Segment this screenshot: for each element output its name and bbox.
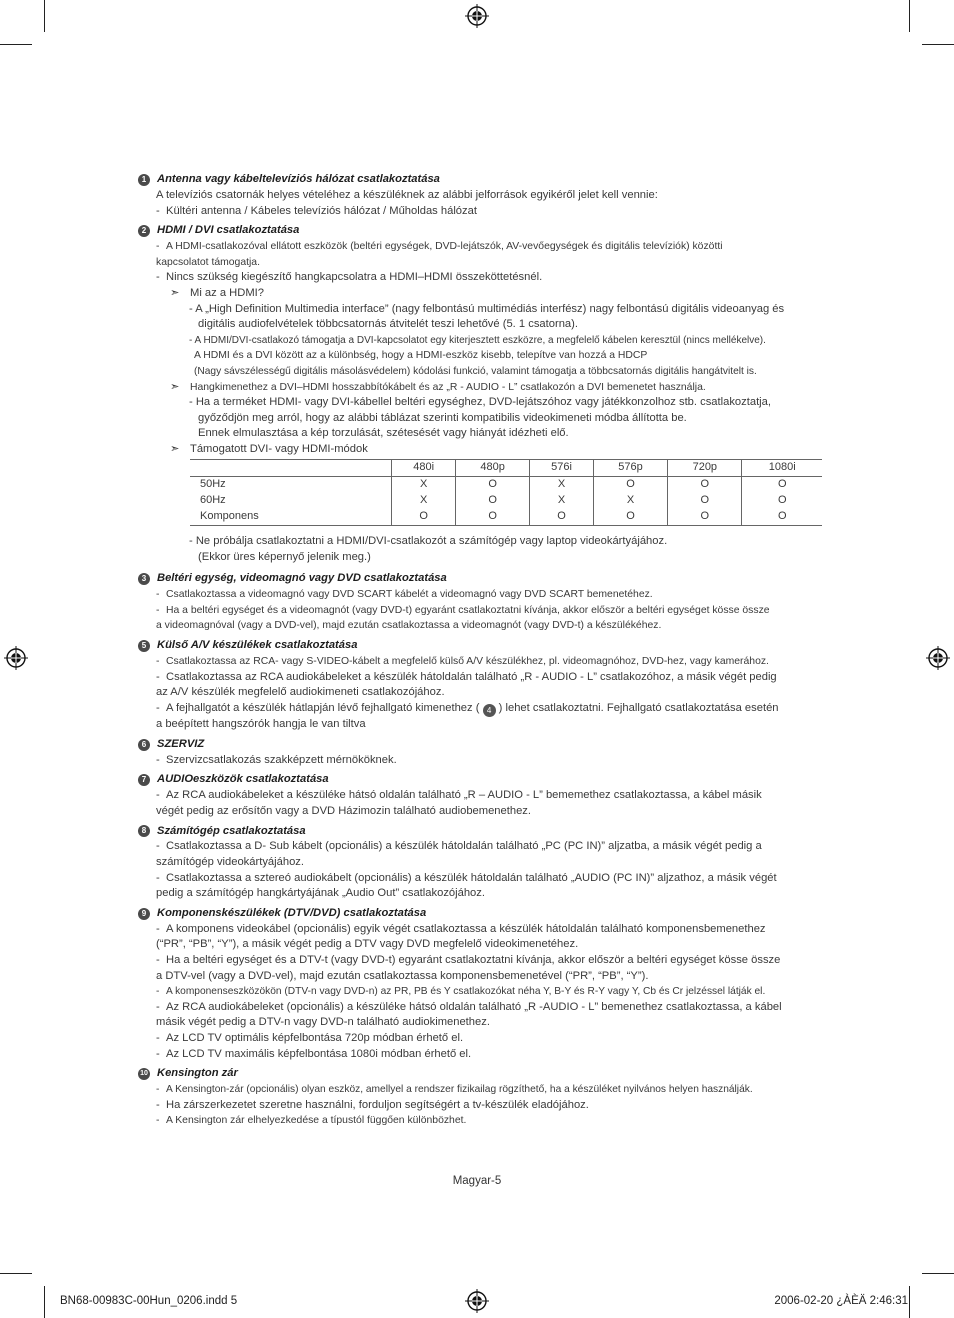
crop-mark (922, 44, 954, 45)
crop-mark (44, 0, 45, 32)
section-kensington (138, 1066, 824, 1129)
section-service (138, 737, 824, 769)
section-title: Számítógép csatlakoztatása (157, 824, 306, 837)
section-component (138, 906, 824, 1062)
print-slug-date: 2006-02-20 ¿ÀÈÄ 2:46:31 (774, 1295, 908, 1307)
list-item: - Nincs szükség kiegészítő hangkapcsolatra a HDMI–HDMI összeköttetésnél. (156, 270, 824, 286)
text-line: - A HDMI/DVI-csatlakozó támogatja a DVI-kapcsolatot egy kiterjesztett eszközre, a megfelelő kábelen keresztül (nincs mellékelve). (189, 334, 766, 346)
list-item: - A Kensington zár elhelyezkedése a típustól függően különbözhet. (156, 1113, 824, 1129)
text-line: kapcsolatot támogatja. (156, 256, 260, 268)
section-title: Antenna vagy kábeltelevíziós hálózat csatlakoztatása (157, 173, 440, 186)
section-number-badge: 8 (138, 825, 150, 837)
list-item: - Az LCD TV optimális képfelbontása 720p módban érhető el. (156, 1031, 824, 1047)
text-line: (Nagy sávszélességű digitális másolásvédelem) kódolási funkció, valamint támogatja a többcsatornás digitális hangátvitelt is. (194, 365, 757, 377)
text-line: a beépített hangszórók hangja le van tiltva (156, 718, 366, 731)
section-title: Komponenskészülékek (DTV/DVD) csatlakoztatása (157, 907, 427, 919)
manual-content (138, 172, 824, 1133)
text-line: (Ekkor üres képernyő jelenik meg.) (198, 550, 371, 563)
text-line: A televíziós csatornák helyes vételéhez a készüléknek az alábbi jelforrások egyikéről jelet kell vennie: (156, 189, 658, 201)
note-arrow-icon: ➣ (170, 286, 180, 299)
section-number-badge: 9 (138, 908, 150, 920)
registration-mark-icon (465, 4, 489, 28)
section-number-badge: 1 (138, 174, 150, 186)
section-title: AUDIOeszközök csatlakoztatása (157, 773, 329, 786)
section-number-badge: 6 (138, 739, 150, 751)
text-line: az A/V készülék megfelelő audiokimeneti csatlakozójához. (156, 686, 445, 699)
list-item: - Ha zárszerkezetet szeretne használni, forduljon segítségért a tv-készülék eladójához. (156, 1098, 824, 1114)
section-set-top-box (138, 571, 824, 634)
section-title: SZERVIZ (157, 737, 205, 750)
section-hdmi-dvi (138, 223, 824, 565)
headphone-jack-number-icon: 4 (483, 704, 496, 717)
list-item: - Az RCA audiokábeleket (opcionális) a készüléke hátsó oldalán található „R -AUDIO - L” bemenethez csatlakoztassa, a kábel (156, 1000, 824, 1016)
text-line: másik végét pedig a DTV-n vagy DVD-n található audiokimenethez. (156, 1016, 490, 1029)
list-item: - Csatlakoztassa a D- Sub kábelt (opcionális) a készülék hátoldalán található „PC (PC IN)” aljzatba, a másik végét pedig a (156, 839, 824, 855)
page-number: Magyar-5 (452, 1175, 502, 1187)
list-item: - Az RCA audiokábeleket a készüléke hátsó oldalán található „R – AUDIO - L” bememethez csatlakoztassa, a kábel másik (156, 788, 824, 804)
print-slug-file: BN68-00983C-00Hun_0206.indd 5 (60, 1295, 238, 1307)
list-item: - Csatlakoztassa az RCA- vagy S-VIDEO-kábelt a megfelelő külső A/V készülékhez, pl. videomagnóhoz, DVD-hez, vagy kamerához. (156, 654, 824, 670)
section-number-badge: 5 (138, 640, 150, 652)
crop-mark (44, 1286, 45, 1318)
crop-mark (0, 1273, 32, 1274)
text-line: végét pedig az erősítőn vagy a DVD Házimozin található audiobemenethez. (156, 804, 532, 817)
text-line: - Ha a terméket HDMI- vagy DVI-kábellel beltéri egységhez, DVD-lejátszóhoz vagy játékkonzolhoz stb. csatlakoztatja, (189, 396, 772, 409)
text-line: A HDMI és a DVI között az a különbség, hogy a HDMI-eszköz kisebb, telepítve van hozzá a HDCP (194, 350, 648, 362)
list-item: - Szervizcsatlakozás szakképzett mérnököknek. (156, 753, 824, 769)
text-line: - A „High Definition Multimedia interface” (nagy felbontású multimédiás interfész) nagy felbontású digitális videoanyag és (189, 302, 785, 315)
section-number-badge: 3 (138, 573, 150, 585)
text-line: a DTV-vel (vagy a DVD-vel), majd ezután csatlakoztassa komponensbemenetével (“PR”, “PB”, “Y”). (156, 969, 649, 982)
section-computer (138, 823, 824, 901)
list-item: - A Kensington-zár (opcionális) olyan eszköz, amellyel a rendszer fizikailag rögzíthető, ha a készüléket nyilvános helyen használják. (156, 1082, 824, 1098)
table-row: Komponens O O O O O O (190, 509, 822, 526)
note: ➣ Hangkimenethez a DVI–HDMI hosszabbítókábelt és az „R - AUDIO - L” csatlakozón a DVI bemenetet használja. (156, 380, 824, 396)
registration-mark-icon (4, 646, 28, 670)
section-number-badge: 2 (138, 225, 150, 237)
supported-modes-table (190, 459, 822, 527)
section-title: Kensington zár (157, 1067, 238, 1080)
table-header-row: 480i 480p 576i 576p 720p 1080i (190, 459, 822, 476)
registration-mark-icon (926, 646, 950, 670)
section-number-badge: 10 (138, 1068, 150, 1080)
crop-mark (922, 1273, 954, 1274)
list-item: - Csatlakoztassa az RCA audiokábeleket a készülék hátoldalán található „R - AUDIO - L” csatlakozóhoz, a másik végét pedig (156, 670, 824, 686)
list-item: - A komponens videokábel (opcionális) egyik végét csatlakoztassa a készülék hátoldalán található komponensbemenethez (156, 922, 824, 938)
registration-mark-icon (465, 1289, 489, 1313)
text-line: digitális audiofelvételek többcsatornás átvitelét teszi lehetővé (5. 1 csatorna). (198, 318, 578, 331)
section-external-av (138, 638, 824, 733)
note-arrow-icon: ➣ (170, 442, 180, 455)
text-line: számítógép videokártyájához. (156, 856, 305, 869)
list-item: - A HDMI-csatlakozóval ellátott eszközök (beltéri egységek, DVD-lejátszók, AV-vevőegységek és digitális televíziók) közötti (156, 239, 824, 255)
section-title: Beltéri egység, videomagnó vagy DVD csatlakoztatása (157, 572, 447, 585)
table-row: 60Hz X O X X O O (190, 493, 822, 510)
text-line: pedig a számítógép hangkártyájának „Audio Out” csatlakozójához. (156, 887, 485, 900)
list-item: - Ha a beltéri egységet és a DTV-t (vagy DVD-t) egyaránt csatlakoztatni kívánja, akkor először a beltéri egységet kösse össze (156, 953, 824, 969)
text-line: a videomagnóval (vagy a DVD-vel), majd ezután csatlakoztassa a videomagnót (vagy DVD-t) a készülékéhez. (156, 620, 662, 632)
list-item: - Csatlakoztassa a sztereó audiokábelt (opcionális) a készülék hátoldalán található „AUDIO (PC IN)” aljzathoz, a másik végét (156, 871, 824, 887)
list-item: - Ha a beltéri egységet és a videomagnót (vagy DVD-t) egyaránt csatlakoztatni kívánja, akkor először a beltéri egységet kösse össze (156, 603, 824, 619)
crop-mark (0, 44, 32, 45)
crop-mark (909, 1286, 910, 1318)
text-line: Ennek elmulasztása a kép torzulását, szétesését vagy hiányát idézheti elő. (198, 427, 569, 440)
section-title: Külső A/V készülékek csatlakoztatása (157, 639, 358, 652)
list-item: - Kültéri antenna / Kábeles televíziós hálózat / Műholdas hálózat (156, 204, 824, 220)
section-audio (138, 772, 824, 819)
note: ➣ Támogatott DVI- vagy HDMI-módok (156, 442, 824, 458)
list-item: - Az LCD TV maximális képfelbontása 1080i módban érhető el. (156, 1047, 824, 1063)
list-item: - A komponenseszközökön (DTV-n vagy DVD-n) az PR, PB és Y csatlakozókat néha Y, B-Y és R-Y vagy Y, Cb és Cr jelzéssel látják el. (156, 984, 824, 1000)
note-arrow-icon: ➣ (170, 380, 180, 393)
section-antenna (138, 172, 824, 219)
table-row: 50Hz X O X O O O (190, 476, 822, 493)
section-title: HDMI / DVI csatlakoztatása (157, 224, 300, 237)
list-item: - A fejhallgatót a készülék hátlapján lévő fejhallgató kimenethez ( 4 ) lehet csatlakoztatni. Fejhallgató csatlakoztatása esetén (156, 701, 824, 717)
crop-mark (909, 0, 910, 32)
section-number-badge: 7 (138, 774, 150, 786)
text-line: győződjön meg arról, hogy az alábbi táblázat szerinti kompatibilis videokimeneti módba állította be. (198, 411, 687, 424)
list-item: - Csatlakoztassa a videomagnó vagy DVD SCART kábelét a videomagnó vagy DVD SCART bemenetéhez. (156, 587, 824, 603)
note: ➣ Mi az a HDMI? (156, 286, 824, 302)
text-line: - Ne próbálja csatlakoztatni a HDMI/DVI-csatlakozót a számítógép vagy laptop videokártyájához. (189, 535, 668, 547)
text-line: (“PR”, “PB”, “Y”), a másik végét pedig a DTV vagy DVD megfelelő videokimenetéhez. (156, 938, 579, 951)
